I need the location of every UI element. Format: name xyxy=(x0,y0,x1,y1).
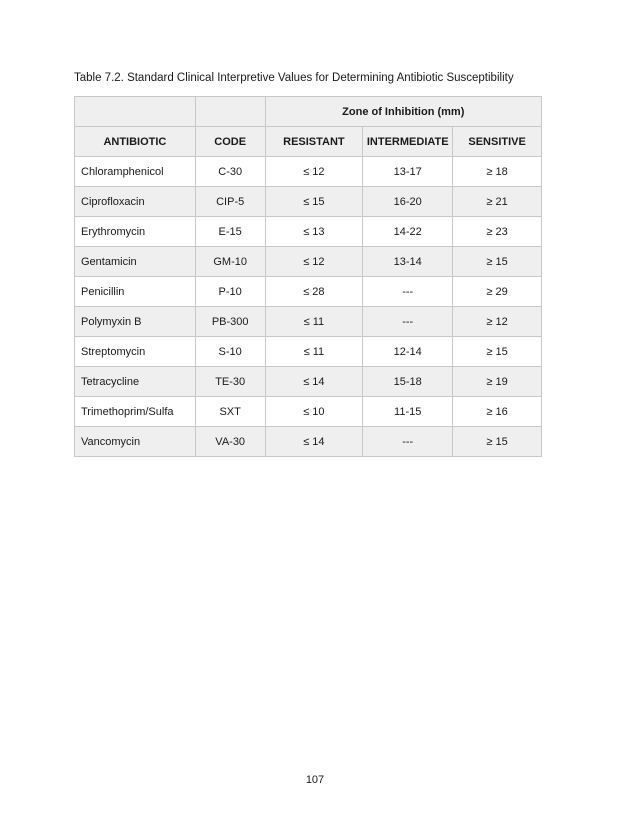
code-cell: SXT xyxy=(195,397,265,427)
antibiotic-cell: Tetracycline xyxy=(75,367,196,397)
sensitive-cell: ≥ 15 xyxy=(453,337,542,367)
code-cell: CIP-5 xyxy=(195,187,265,217)
intermediate-cell: 12-14 xyxy=(363,337,453,367)
antibiotic-cell: Streptomycin xyxy=(75,337,196,367)
resistant-cell: ≤ 14 xyxy=(265,367,363,397)
code-cell: VA-30 xyxy=(195,427,265,457)
table-caption: Table 7.2. Standard Clinical Interpretive Values for Determining Antibiotic Susceptibility xyxy=(74,72,514,84)
sensitive-cell: ≥ 15 xyxy=(453,427,542,457)
sensitive-cell: ≥ 15 xyxy=(453,247,542,277)
resistant-cell: ≤ 12 xyxy=(265,247,363,277)
intermediate-cell: --- xyxy=(363,427,453,457)
antibiotic-cell: Gentamicin xyxy=(75,247,196,277)
intermediate-cell: --- xyxy=(363,307,453,337)
resistant-cell: ≤ 12 xyxy=(265,157,363,187)
antibiotic-cell: Penicillin xyxy=(75,277,196,307)
table-row xyxy=(75,367,542,397)
page-number: 107 xyxy=(305,774,325,786)
intermediate-cell: 13-14 xyxy=(363,247,453,277)
intermediate-cell: 14-22 xyxy=(363,217,453,247)
zone-of-inhibition-header: Zone of Inhibition (mm) xyxy=(265,97,541,127)
column-header-antibiotic: ANTIBIOTIC xyxy=(75,127,196,157)
code-cell: PB-300 xyxy=(195,307,265,337)
group-header-row xyxy=(75,97,542,127)
header-empty-cell xyxy=(75,97,196,127)
table-row xyxy=(75,217,542,247)
code-cell: S-10 xyxy=(195,337,265,367)
antibiotic-cell: Chloramphenicol xyxy=(75,157,196,187)
antibiotic-cell: Trimethoprim/Sulfa xyxy=(75,397,196,427)
table-row xyxy=(75,187,542,217)
sensitive-cell: ≥ 29 xyxy=(453,277,542,307)
code-cell: TE-30 xyxy=(195,367,265,397)
table-row xyxy=(75,277,542,307)
intermediate-cell: 11-15 xyxy=(363,397,453,427)
code-cell: C-30 xyxy=(195,157,265,187)
intermediate-cell: 13-17 xyxy=(363,157,453,187)
column-header-sensitive: SENSITIVE xyxy=(453,127,542,157)
column-header-resistant: RESISTANT xyxy=(265,127,363,157)
table-row xyxy=(75,307,542,337)
code-cell: P-10 xyxy=(195,277,265,307)
intermediate-cell: --- xyxy=(363,277,453,307)
sensitive-cell: ≥ 12 xyxy=(453,307,542,337)
table-row xyxy=(75,247,542,277)
column-header-row xyxy=(75,127,542,157)
resistant-cell: ≤ 14 xyxy=(265,427,363,457)
column-header-code: CODE xyxy=(195,127,265,157)
table-row xyxy=(75,157,542,187)
resistant-cell: ≤ 28 xyxy=(265,277,363,307)
sensitive-cell: ≥ 16 xyxy=(453,397,542,427)
sensitive-cell: ≥ 23 xyxy=(453,217,542,247)
antibiotic-cell: Ciprofloxacin xyxy=(75,187,196,217)
code-cell: E-15 xyxy=(195,217,265,247)
intermediate-cell: 15-18 xyxy=(363,367,453,397)
resistant-cell: ≤ 11 xyxy=(265,307,363,337)
resistant-cell: ≤ 11 xyxy=(265,337,363,367)
sensitive-cell: ≥ 19 xyxy=(453,367,542,397)
resistant-cell: ≤ 10 xyxy=(265,397,363,427)
resistant-cell: ≤ 15 xyxy=(265,187,363,217)
table-row xyxy=(75,397,542,427)
header-empty-cell xyxy=(195,97,265,127)
column-header-intermediate: INTERMEDIATE xyxy=(363,127,453,157)
resistant-cell: ≤ 13 xyxy=(265,217,363,247)
antibiotic-cell: Polymyxin B xyxy=(75,307,196,337)
sensitive-cell: ≥ 21 xyxy=(453,187,542,217)
table-row xyxy=(75,427,542,457)
susceptibility-table xyxy=(74,96,542,457)
code-cell: GM-10 xyxy=(195,247,265,277)
intermediate-cell: 16-20 xyxy=(363,187,453,217)
table-row xyxy=(75,337,542,367)
antibiotic-cell: Vancomycin xyxy=(75,427,196,457)
sensitive-cell: ≥ 18 xyxy=(453,157,542,187)
antibiotic-cell: Erythromycin xyxy=(75,217,196,247)
